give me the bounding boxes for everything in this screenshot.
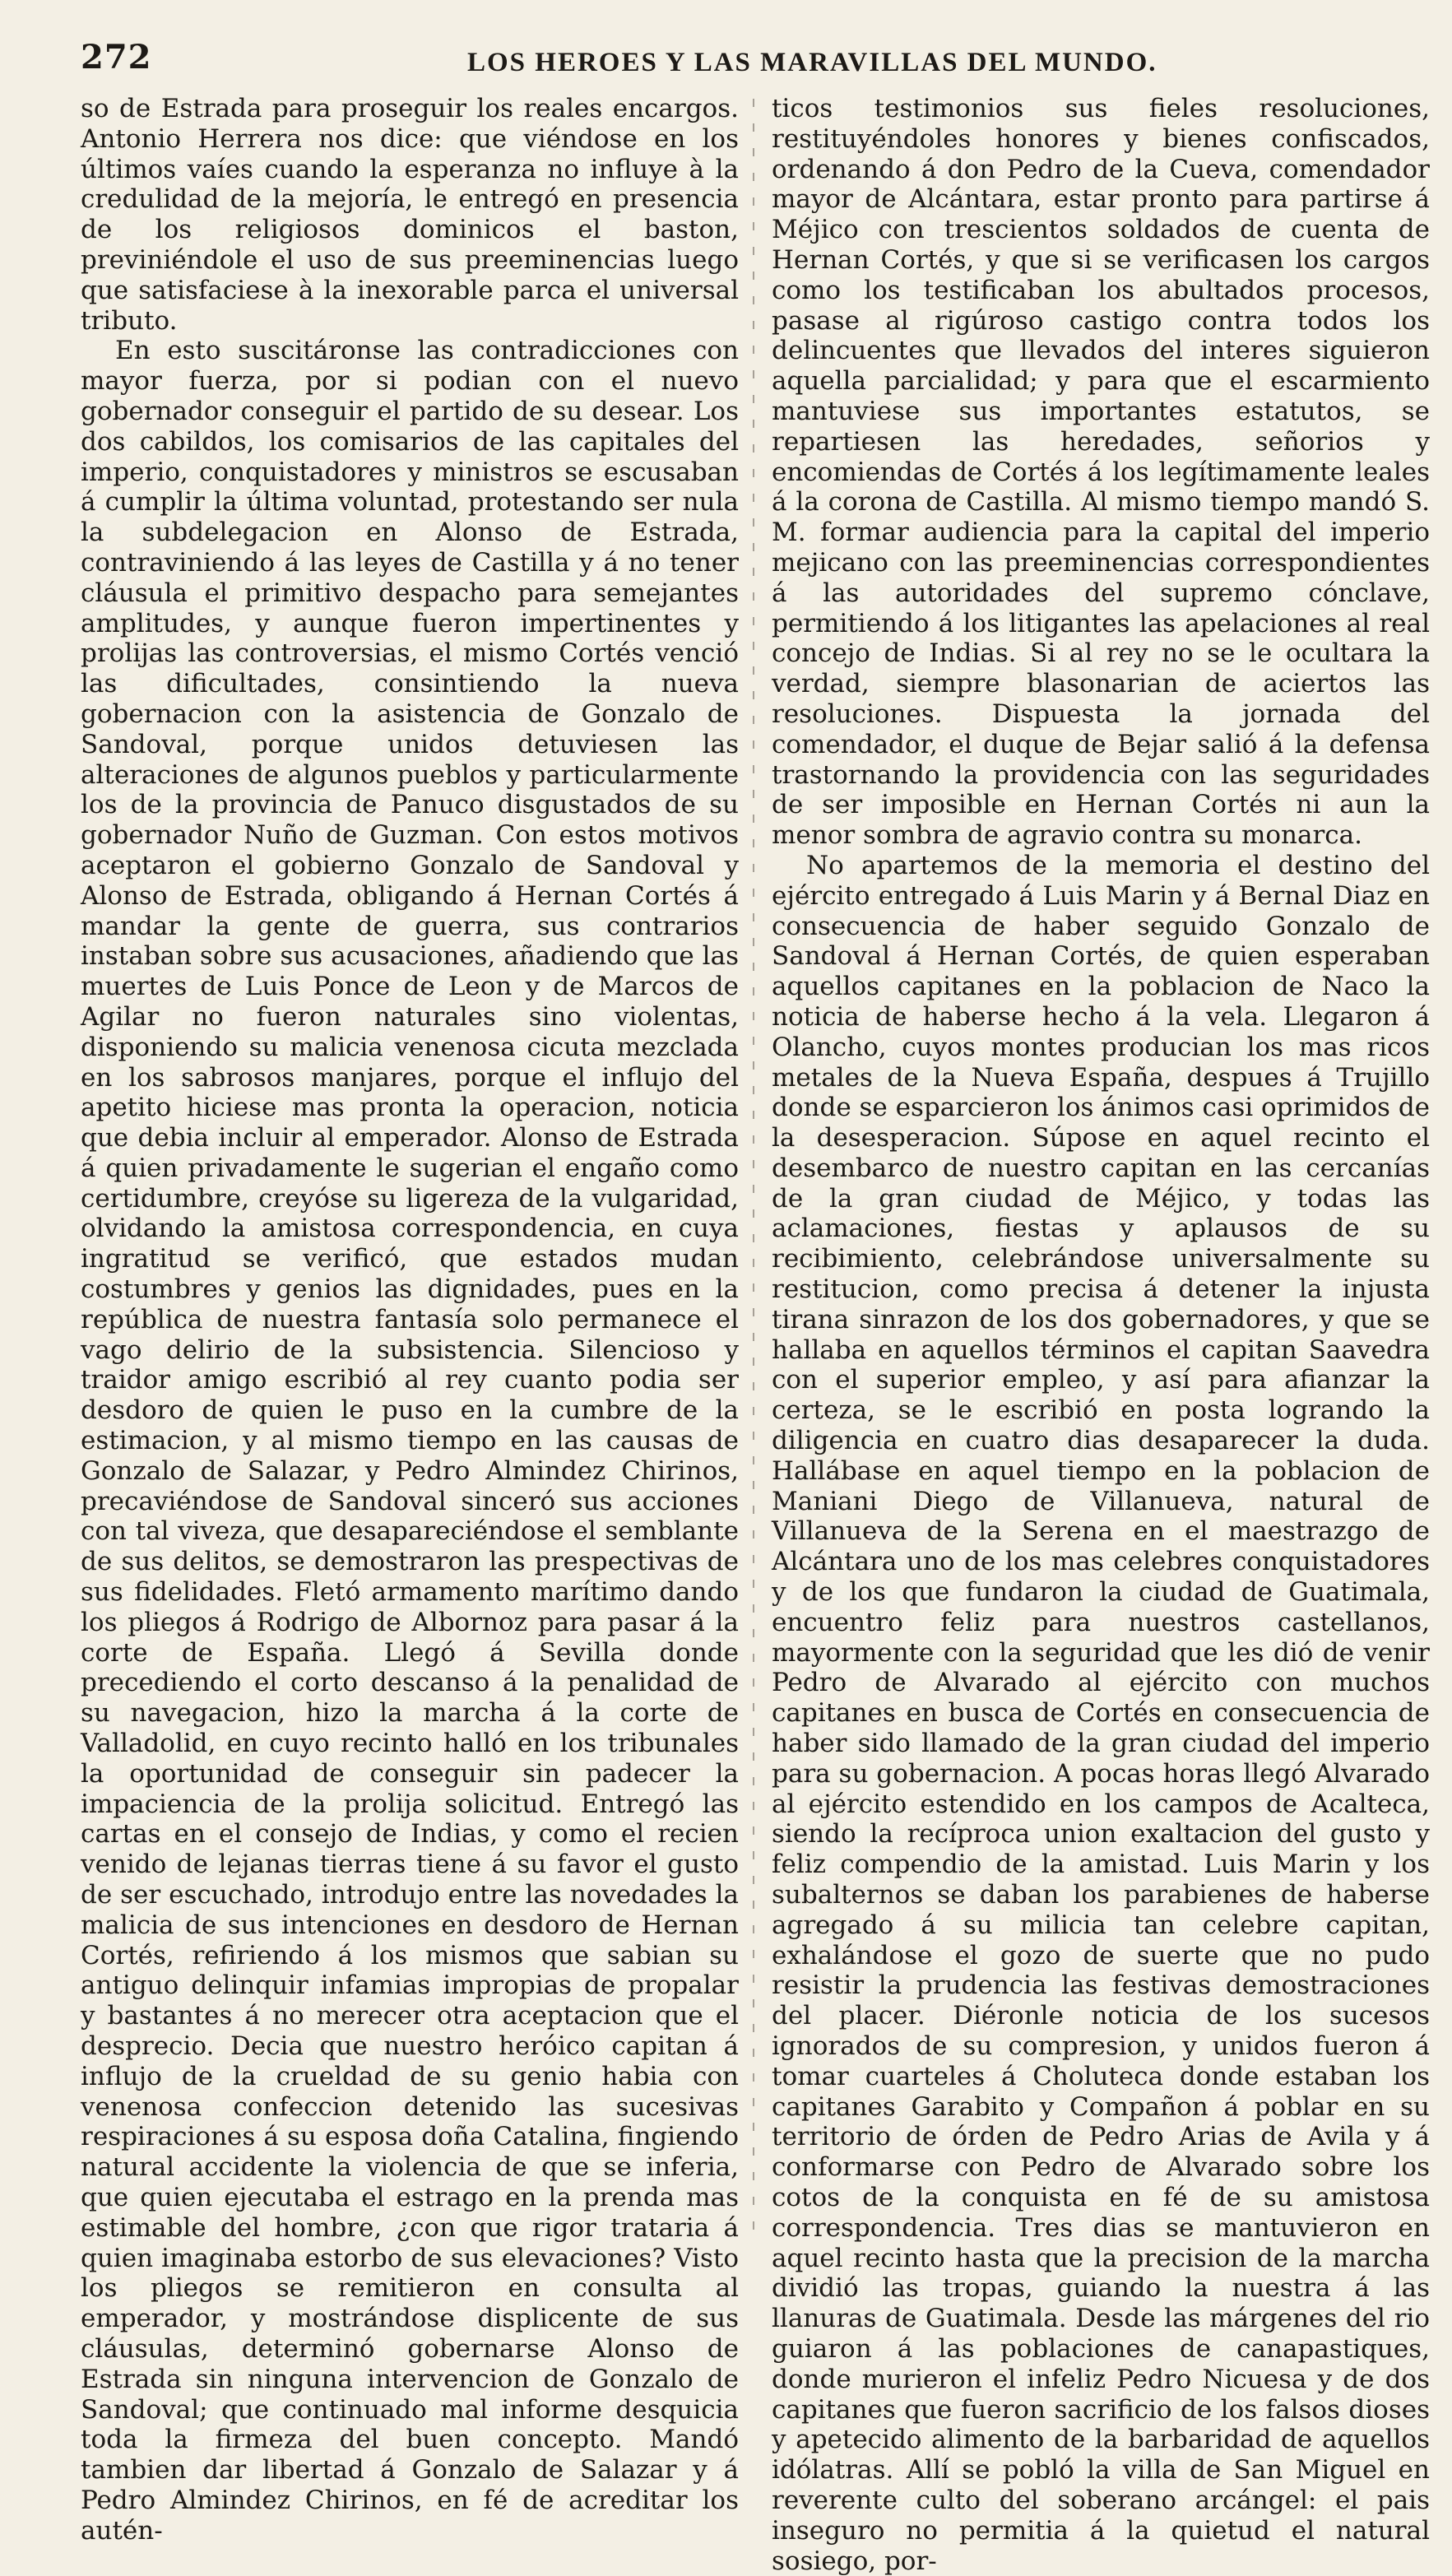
right-paragraph-2: No apartemos de la memoria el destino del ejército entregado á Luis Marin y á Bernal Diaz en consecuencia de haber seguido Gonzalo de Sandoval á Hernan Cortés, de quien esperaban aquellos capitanes en la poblacion de Naco la noticia de haberse hecho á la vela. Llegaron á Olancho, cuyos montes producian los mas ricos metales de la Nueva España, despues á Trujillo donde se esparcieron los ánimos casi oprimidos de la desesperacion. Súpose en aquel recinto el desembarco de nuestro capitan en las cercanías de la gran ciudad de Méjico, y todas las aclamaciones, fiestas y aplausos de su recibimiento, celebrándose universalmente su restitucion, como precisa á detener la injusta tirana sinrazon de los dos gobernadores, y que se hallaba en aquellos términos el capitan Saavedra con el superior empleo, y así para afianzar la certeza, se le escribió en posta logrando la diligencia en cuatro dias desaparecer la duda. Hallábase en aquel tiempo en la poblacion de Maniani Diego de Villanueva, natural de Villanueva de la Serena en el maestrazgo de Alcántara uno de los mas celebres conquistadores y de los que fundaron la ciudad de Guatimala, encuentro feliz para nuestros castellanos, mayormente con la seguridad que les dió de venir Pedro de Alvarado al ejército con muchos capitanes en busca de Cortés en consecuencia de haber sido llamado de la gran ciudad del imperio para su gobernacion. A pocas horas llegó Alvarado al ejército estendido en los campos de Acalteca, siendo la recíproca union exaltacion del gusto y feliz compendio de la amistad. Luis Marin y los subalternos se daban los parabienes de haberse agregado á su milicia tan celebre capitan, exhalándose el gozo de suerte que no pudo resistir la prudencia las festivas demostraciones del placer. Diéronle noticia de los sucesos ignorados de su compresion, y unidos fueron á tomar cuarteles á Choluteca donde estaban los capitanes Garabito y Compañon á poblar en su territorio de órden de Pedro Arias de Avila y á conformarse con Pedro de Alvarado sobre los cotos de la conquista en fé de su amistosa correspondencia. Tres dias se mantuvieron en aquel recinto hasta que la precision de la marcha dividió las tropas, guiando la nuestra á las llanuras de Guatimala. Desde las márgenes del rio guiaron á las poblaciones de canapastiques, donde murieron el infeliz Pedro Nicuesa y de dos capitanes que fueron sacrificio de los falsos dioses y apetecido alimento de la barbaridad de aquellos idólatras. Allí se pobló la villa de San Miguel en reverente culto del soberano arcángel: el pais inseguro no permitia á la quietud el natural sosiego, por-: [772, 850, 1431, 2576]
right-paragraph-1: ticos testimonios sus fieles resoluciones, restituyéndoles honores y bienes confiscados, ordenando á don Pedro de la Cueva, comendador mayor de Alcántara, estar pronto para partirse á Méjico con trescientos soldados de cuenta de Hernan Cortés, y que si se verificasen los cargos como los testificaban los abultados procesos, pasase al rigúroso castigo contra todos los delincuentes que llevados del interes siguieron aquella parcialidad; y para que el escarmiento mantuviese sus importantes estatutos, se repartiesen las heredades, señorios y encomiendas de Cortés á los legítimamente leales á la corona de Castilla. Al mismo tiempo mandó S. M. formar audiencia para la capital del imperio mejicano con las preeminencias correspondientes á las autoridades del supremo cónclave, permitiendo á los litigantes las apelaciones al real concejo de Indias. Si al rey no se le ocultara la verdad, siempre blasonarian de aciertos las resoluciones. Dispuesta la jornada del comendador, el duque de Bejar salió á la defensa trastornando la providencia con las seguridades de ser imposible en Hernan Cortés ni aun la menor sombra de agravio contra su monarca.: [772, 94, 1430, 851]
right-column: [772, 94, 1431, 2576]
left-paragraph-2: En esto suscitáronse las contradicciones con mayor fuerza, por si podian con el nuevo gobernador conseguir el partido de su desear. Los dos cabildos, los comisarios de las capitales del imperio, conquistadores y ministros se escusaban á cumplir la última voluntad, protestando ser nula la subdelegacion en Alonso de Estrada, contraviniendo á las leyes de Castilla y á no tener cláusula el primitivo despacho para semejantes amplitudes, y aunque fueron impertinentes y prolijas las controversias, el mismo Cortés venció las dificultades, consintiendo la nueva gobernacion con la asistencia de Gonzalo de Sandoval, porque unidos detuviesen las alteraciones de algunos pueblos y particularmente los de la provincia de Panuco disgustados de su gobernador Nuño de Guzman. Con estos motivos aceptaron el gobierno Gonzalo de Sandoval y Alonso de Estrada, obligando á Hernan Cortés á mandar la gente de guerra, sus contrarios instaban sobre sus acusaciones, añadiendo que las muertes de Luis Ponce de Leon y de Marcos de Agilar no fueron naturales sino violentas, disponiendo su malicia venenosa cicuta mezclada en los sabrosos manjares, porque el influjo del apetito hiciese mas pronta la operacion, noticia que debia incluir al emperador. Alonso de Estrada á quien privadamente le sugerian el engaño como certidumbre, creyóse su ligereza de la vulgaridad, olvidando la amistosa correspondencia, en cuya ingratitud se verificó, que estados mudan costumbres y genios las dignidades, pues en la república de nuestra fantasía solo permanece el vago delirio de la subsistencia. Silencioso y traidor amigo escribió al rey cuanto podia ser desdoro de quien le puso en la cumbre de la estimacion, y al mismo tiempo en las causas de Gonzalo de Salazar, y Pedro Almindez Chirinos, precaviéndose de Sandoval sinceró sus acciones con tal viveza, que desapareciéndose el semblante de sus delitos, se demostraron las prespectivas de sus fidelidades. Fletó armamento marítimo dando los pliegos á Rodrigo de Albornoz para pasar á la corte de España. Llegó á Sevilla donde precediendo el corto descanso á la penalidad de su navegacion, hizo la marcha á la corte de Valladolid, en cuyo recinto halló en los tribunales la oportunidad de conseguir sin padecer la impaciencia de la prolija solicitud. Entregó las cartas en el consejo de Indias, y como el recien venido de lejanas tierras tiene á su favor el gusto de ser escuchado, introdujo entre las novedades la malicia de sus intenciones en desdoro de Hernan Cortés, refiriendo á los mismos que sabian su antiguo delinquir infamias impropias de propalar y bastantes á no merecer otra aceptacion que el desprecio. Decia que nuestro heróico capitan á influjo de la crueldad de su genio habia con venenosa confeccion detenido las sucesivas respiraciones á su esposa doña Catalina, fingiendo natural accidente la violencia de que se inferia, que quien ejecutaba el estrago en la prenda mas estimable del hombre, ¿con que rigor trataria á quien imaginaba estorbo de sus elevaciones? Visto los pliegos se remitieron en consulta al emperador, y mostrándose displicente de sus cláusulas, determinó gobernarse Alonso de Estrada sin ninguna intervencion de Gonzalo de Sandoval; que continuado mal informe desquicia toda la firmeza del buen concepto. Mandó tambien dar libertad á Gonzalo de Salazar y á Pedro Almindez Chirinos, en fé de acreditar los autén-: [81, 336, 739, 2546]
page-header: [81, 33, 1394, 82]
column-divider: [753, 99, 754, 2238]
left-paragraph-1: so de Estrada para proseguir los reales encargos. Antonio Herrera nos dice: que viéndose en los últimos vaíes cuando la esperanza no influye à la credulidad de la mejoría, le entregó en presencia de los religiosos dominicos el baston, previniéndole el uso de sus preeminencias luego que satisfaciese à la inexorable parca el universal tributo.: [81, 94, 739, 336]
left-column: [81, 94, 739, 2546]
page-number: 272: [81, 38, 152, 77]
running-title: LOS HEROES Y LAS MARAVILLAS DEL MUNDO.: [467, 48, 1157, 77]
